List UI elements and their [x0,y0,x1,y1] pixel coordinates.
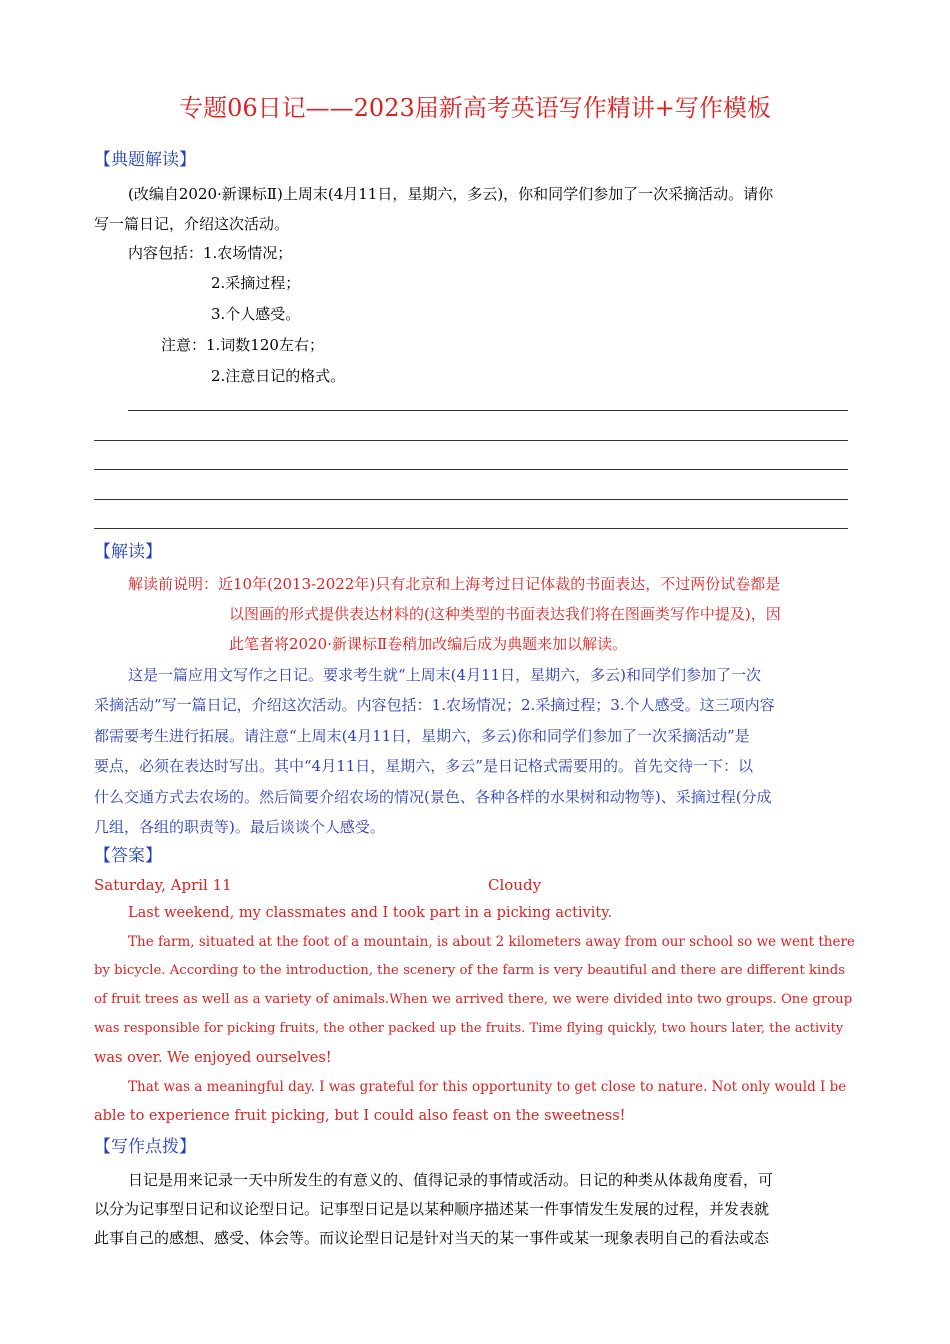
writing-line [128,410,848,411]
writing-line [94,499,848,500]
answer-line: That was a meaningful day. I was grateful for this opportunity to get close to nature. Not only would I be [128,1079,847,1095]
section-heading-tips: 【写作点拨】 [94,1137,196,1157]
page-title: 专题06日记——2023届新高考英语写作精讲+写作模板 [179,94,771,122]
answer-line: able to experience fruit picking, but I could also feast on the sweetness! [94,1108,626,1124]
diary-date: Saturday, April 11 [94,876,232,894]
section-heading-analysis: 【解读】 [94,542,162,562]
analysis-body-line: 采摘活动”写一篇日记，介绍这次活动。内容包括：1.农场情况；2.采摘过程；3.个人感受。这三项内容 [94,696,775,714]
diary-weather: Cloudy [488,876,542,894]
analysis-note-line: 解读前说明：近10年(2013-2022年)只有北京和上海考过日记体裁的书面表达，不过两份试卷都是 [128,575,781,593]
analysis-body-line: 这是一篇应用文写作之日记。要求考生就“上周末(4月11日，星期六，多云)和同学们参加了一次 [128,666,762,684]
prompt-line: 2.注意日记的格式。 [211,367,346,385]
writing-line [94,440,848,441]
tips-line: 日记是用来记录一天中所发生的有意义的、值得记录的事情或活动。日记的种类从体裁角度看，可 [128,1171,774,1189]
answer-line: was over. We enjoyed ourselves! [94,1050,332,1066]
prompt-line: 注意：1.词数120左右； [161,336,324,354]
answer-line: Last weekend, my classmates and I took part in a picking activity. [128,905,613,921]
analysis-body-line: 几组，各组的职责等)。最后谈谈个人感受。 [94,818,385,836]
analysis-body-line: 都需要考生进行拓展。请注意“上周末(4月11日，星期六，多云)你和同学们参加了一次采摘活动”是 [94,727,750,745]
writing-line [94,528,848,529]
writing-line [94,469,848,470]
tips-line: 此事自己的感想、感受、体会等。而议论型日记是针对当天的某一事件或某一现象表明自己的看法或态 [94,1229,770,1247]
prompt-line: 3.个人感受。 [211,305,301,323]
tips-line: 以分为记事型日记和议论型日记。记事型日记是以某种顺序描述某一件事情发生发展的过程，并发表就 [94,1200,770,1218]
answer-line: by bicycle. According to the introduction, the scenery of the farm is very beautiful and there are different kinds [94,963,846,978]
prompt-line: (改编自2020·新课标Ⅱ)上周末(4月11日，星期六，多云)，你和同学们参加了一次采摘活动。请你 [128,185,774,203]
answer-line: was responsible for picking fruits, the other packed up the fruits. Time flying quickly, two hours later, the activity [94,1021,844,1036]
analysis-body-line: 要点，必须在表达时写出。其中“4月11日，星期六，多云”是日记格式需要用的。首先交待一下：以 [94,757,753,775]
section-heading-example: 【典题解读】 [94,150,196,170]
prompt-line: 2.采摘过程； [211,274,301,292]
prompt-line: 内容包括：1.农场情况； [128,244,293,262]
answer-line: of fruit trees as well as a variety of animals.When we arrived there, we were divided into two groups. One group [94,992,853,1007]
analysis-body-line: 什么交通方式去农场的。然后简要介绍农场的情况(景色、各种各样的水果树和动物等)、采摘过程(分成 [94,788,772,806]
analysis-note-line: 此笔者将2020·新课标Ⅱ卷稍加改编后成为典题来加以解读。 [229,635,628,653]
answer-line: The farm, situated at the foot of a mountain, is about 2 kilometers away from our school so we went there [128,934,855,950]
analysis-note-line: 以图画的形式提供表达材料的(这种类型的书面表达我们将在图画类写作中提及)，因 [229,605,781,623]
section-heading-answer: 【答案】 [94,846,162,866]
prompt-line: 写一篇日记，介绍这次活动。 [94,215,290,233]
